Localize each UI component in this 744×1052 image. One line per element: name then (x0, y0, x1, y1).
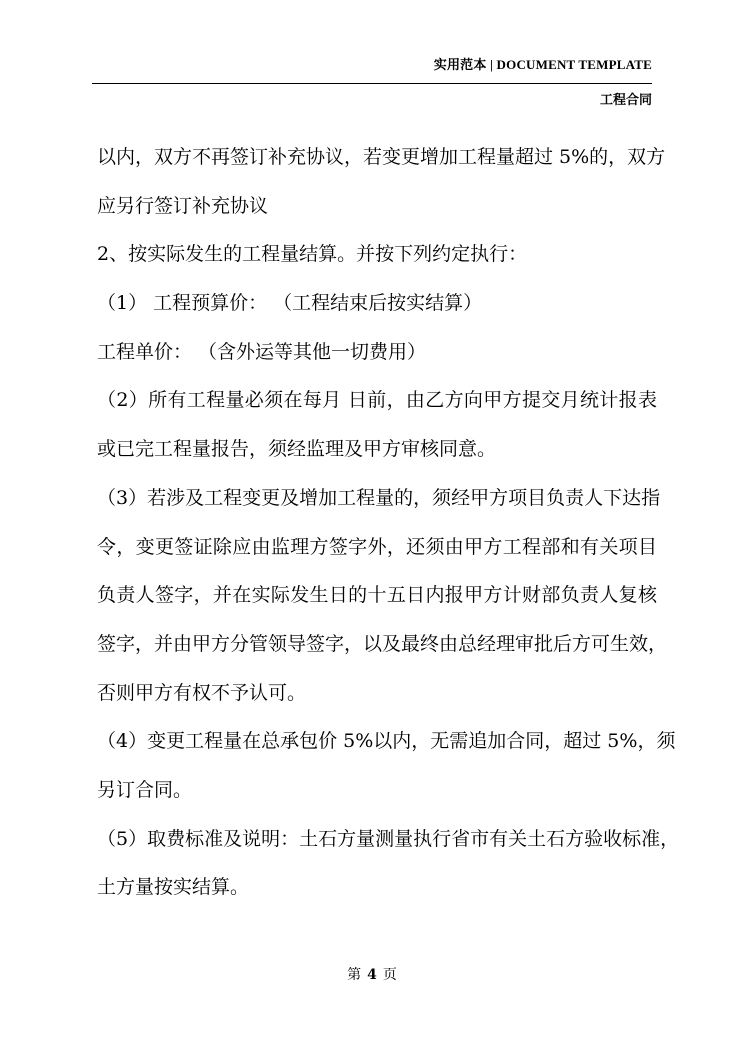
body-line: 签字，并由甲方分管领导签字，以及最终由总经理审批后方可生效， (97, 632, 668, 655)
body-line: 以内，双方不再签订补充协议，若变更增加工程量超过 5%的，双方 (97, 146, 666, 168)
page-suffix: 页 (382, 967, 397, 983)
page-prefix: 第 (347, 967, 362, 983)
header-title: 实用范本 | DOCUMENT TEMPLATE (433, 57, 652, 72)
body-line: （5）取费标准及说明：土石方量测量执行省市有关土石方验收标准， (97, 827, 680, 850)
body-line: 或已完工程量报告，须经监理及甲方审核同意。 (97, 438, 497, 461)
body-line: 另订合同。 (97, 778, 193, 801)
contract-body (97, 137, 680, 916)
body-line: 2、按实际发生的工程量结算。并按下列约定执行： (97, 243, 528, 266)
body-line: （3）若涉及工程变更及增加工程量的，须经甲方项目负责人下达指 (97, 486, 661, 509)
body-line: （1） 工程预算价： （工程结束后按实结算） (97, 292, 483, 315)
body-line: 令，变更签证除应由监理方签字外，还须由甲方工程部和有关项目 (97, 535, 657, 558)
body-line: 应另行签订补充协议 (97, 194, 269, 217)
body-line: 工程单价： （含外运等其他一切费用） (97, 340, 427, 363)
body-line: （2）所有工程量必须在每月 日前，由乙方向甲方提交月统计报表 (97, 389, 657, 412)
body-line: 土方量按实结算。 (97, 876, 250, 899)
page-footer (0, 964, 744, 984)
body-line: （4）变更工程量在总承包价 5%以内，无需追加合同，超过 5%，须 (97, 730, 676, 753)
page-number: 4 (367, 967, 377, 983)
header-divider (92, 83, 652, 84)
body-line: 负责人签字，并在实际发生日的十五日内报甲方计财部负责人复核 (97, 584, 657, 607)
header-subtitle: 工程合同 (599, 93, 652, 108)
body-line: 否则甲方有权不予认可。 (97, 681, 307, 704)
